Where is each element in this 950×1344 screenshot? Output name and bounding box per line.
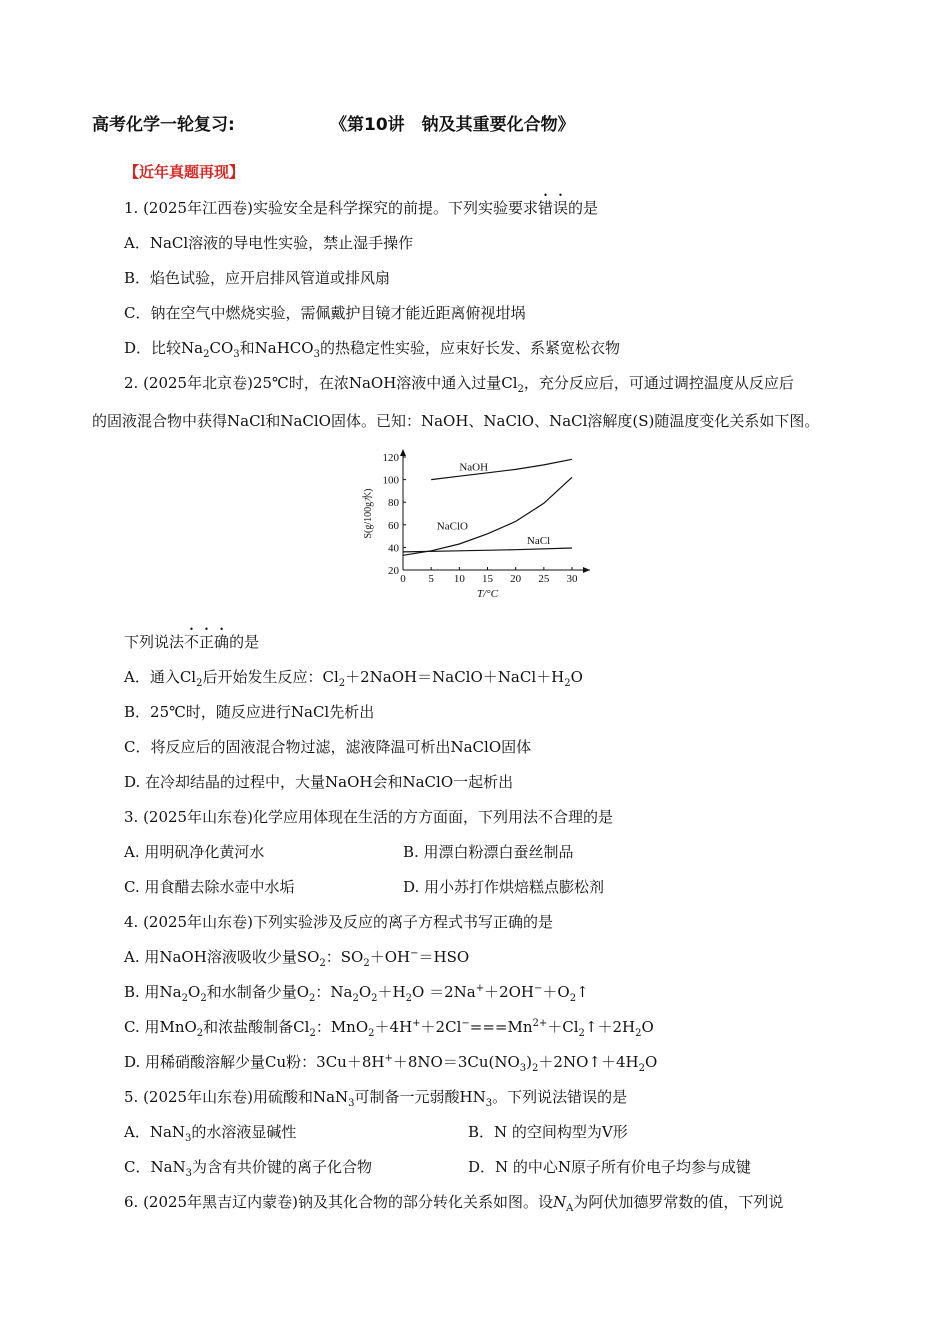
q3-stem: 3. (2025年山东卷)化学应用体现在生活的方方面面，下列用法不合理的是: [124, 808, 613, 826]
emphasis-char: 误: [552, 199, 568, 217]
y-tick-label: 60: [388, 519, 399, 532]
q2-option-d: D. 在冷却结晶的过程中，大量NaOH会和NaClO一起析出: [124, 773, 514, 791]
q2-option-a: A．通入$Cl_2$后开始发生反应：$Cl_2+2NaOH=NaClO+NaCl+H_2O$: [124, 668, 583, 689]
x-tick-label: 15: [482, 573, 493, 585]
q4-option-c: C. 用MnO$_2$和浓盐酸制备$Cl_2$：$MnO_2+4H^++2Cl^-===Mn^{2+}+Cl_2↑+2H_2O$: [124, 1018, 654, 1039]
y-axis-arrow: [400, 449, 406, 456]
series-line-naoh: [431, 459, 572, 479]
emphasis-char: 正: [199, 633, 215, 651]
y-tick-label: 20: [388, 565, 399, 577]
q1-option-c: C．钠在空气中燃烧实验，需佩戴护目镜才能近距离俯视坩埚: [124, 304, 526, 322]
x-axis-arrow: [583, 567, 590, 573]
y-tick-label: 40: [388, 542, 399, 555]
emphasis-char: 错: [537, 199, 553, 217]
q2-stem-line1: 2. (2025年北京卷)25℃时，在浓NaOH溶液中通入过量$Cl_2$，充分反应后，可通过调控温度从反应后: [124, 374, 794, 395]
q3-option-c: C. 用食醋去除水壶中水垢: [124, 878, 295, 896]
y-tick-label: 100: [382, 474, 399, 487]
x-tick-label: 20: [510, 573, 522, 585]
section-heading: 【近年真题再现】: [124, 163, 245, 181]
q2-stem-line2: 的固液混合物中获得NaCl和NaClO固体。已知：NaOH、NaClO、NaCl溶解度(S)随温度变化关系如下图。: [92, 412, 820, 430]
solubility-chart: [350, 445, 610, 605]
series-label-naoh: NaOH: [459, 461, 489, 474]
q1-option-d: D．比较$Na_2CO_3$和NaHCO$_3$的热稳定性实验，应束好长发、系紧宽松衣物: [124, 339, 620, 360]
series-line-nacl: [403, 548, 572, 552]
series-label-nacl: NaCl: [526, 535, 551, 548]
y-tick-label: 120: [382, 452, 399, 464]
q5-option-b: B．N 的空间构型为V形: [468, 1123, 628, 1141]
x-tick-label: 0: [400, 573, 406, 585]
q1-option-a: A．NaCl溶液的导电性实验，禁止湿手操作: [124, 234, 414, 252]
q4-option-b: B. 用$Na_2O_2$和水制备少量$O_2$：$Na_2O_2+H_2O$ $=2Na^++2OH^-+O_2↑$: [124, 983, 589, 1004]
q2-option-b: B．25℃时，随反应进行NaCl先析出: [124, 703, 375, 721]
q4-option-a: A. 用NaOH溶液吸收少量$SO_2$：$SO_2+OH^-=HSO$: [124, 948, 470, 969]
q4-option-d: D. 用稀硝酸溶解少量Cu粉：$3Cu+8H^++8NO=3Cu(NO_3)_2+2NO↑+4H_2O$: [124, 1053, 658, 1074]
series-label-naclo: NaClO: [436, 520, 468, 533]
y-axis-label: S(g/100g水): [363, 488, 374, 539]
q2-question: 下列说法不正确的是: [124, 633, 260, 651]
q5-option-d: D．N 的中心N原子所有价电子均参与成键: [468, 1158, 752, 1176]
q1-option-b: B．焰色试验，应开启排风管道或排风扇: [124, 269, 391, 287]
q1-stem: 1. (2025年江西卷)实验安全是科学探究的前提。下列实验要求错误的是: [124, 199, 599, 217]
q3-option-a: A. 用明矾净化黄河水: [124, 843, 265, 861]
x-tick-label: 10: [453, 573, 465, 585]
q3-option-b: B. 用漂白粉漂白蚕丝制品: [403, 843, 574, 861]
q4-stem: 4. (2025年山东卷)下列实验涉及反应的离子方程式书写正确的是: [124, 913, 553, 931]
q5-option-a: A．NaN$_3$的水溶液显碱性: [124, 1123, 297, 1144]
emphasis-char: 确: [214, 633, 230, 651]
x-tick-label: 5: [428, 573, 434, 585]
x-tick-label: 25: [538, 573, 550, 585]
q2-option-c: C．将反应后的固液混合物过滤，滤液降温可析出NaClO固体: [124, 738, 532, 756]
y-tick-label: 80: [388, 497, 399, 510]
x-axis-label: T/°C: [477, 588, 498, 600]
q5-stem: 5. (2025年山东卷)用硫酸和NaN$_3$可制备一元弱酸$HN_3$。下列说法错误的是: [124, 1088, 628, 1109]
x-tick-label: 30: [566, 573, 578, 585]
emphasis-char: 不: [184, 633, 200, 651]
q5-option-c: C．NaN$_3$为含有共价键的离子化合物: [124, 1158, 373, 1179]
doc-title-left: 高考化学一轮复习:: [92, 115, 235, 135]
doc-title-right: 《第10讲 钠及其重要化合物》: [330, 115, 575, 135]
q3-option-d: D. 用小苏打作烘焙糕点膨松剂: [403, 878, 605, 896]
q6-stem: 6. (2025年黑吉辽内蒙卷)钠及其化合物的部分转化关系如图。设$N_A$为阿伏加德罗常数的值，下列说: [124, 1193, 784, 1214]
